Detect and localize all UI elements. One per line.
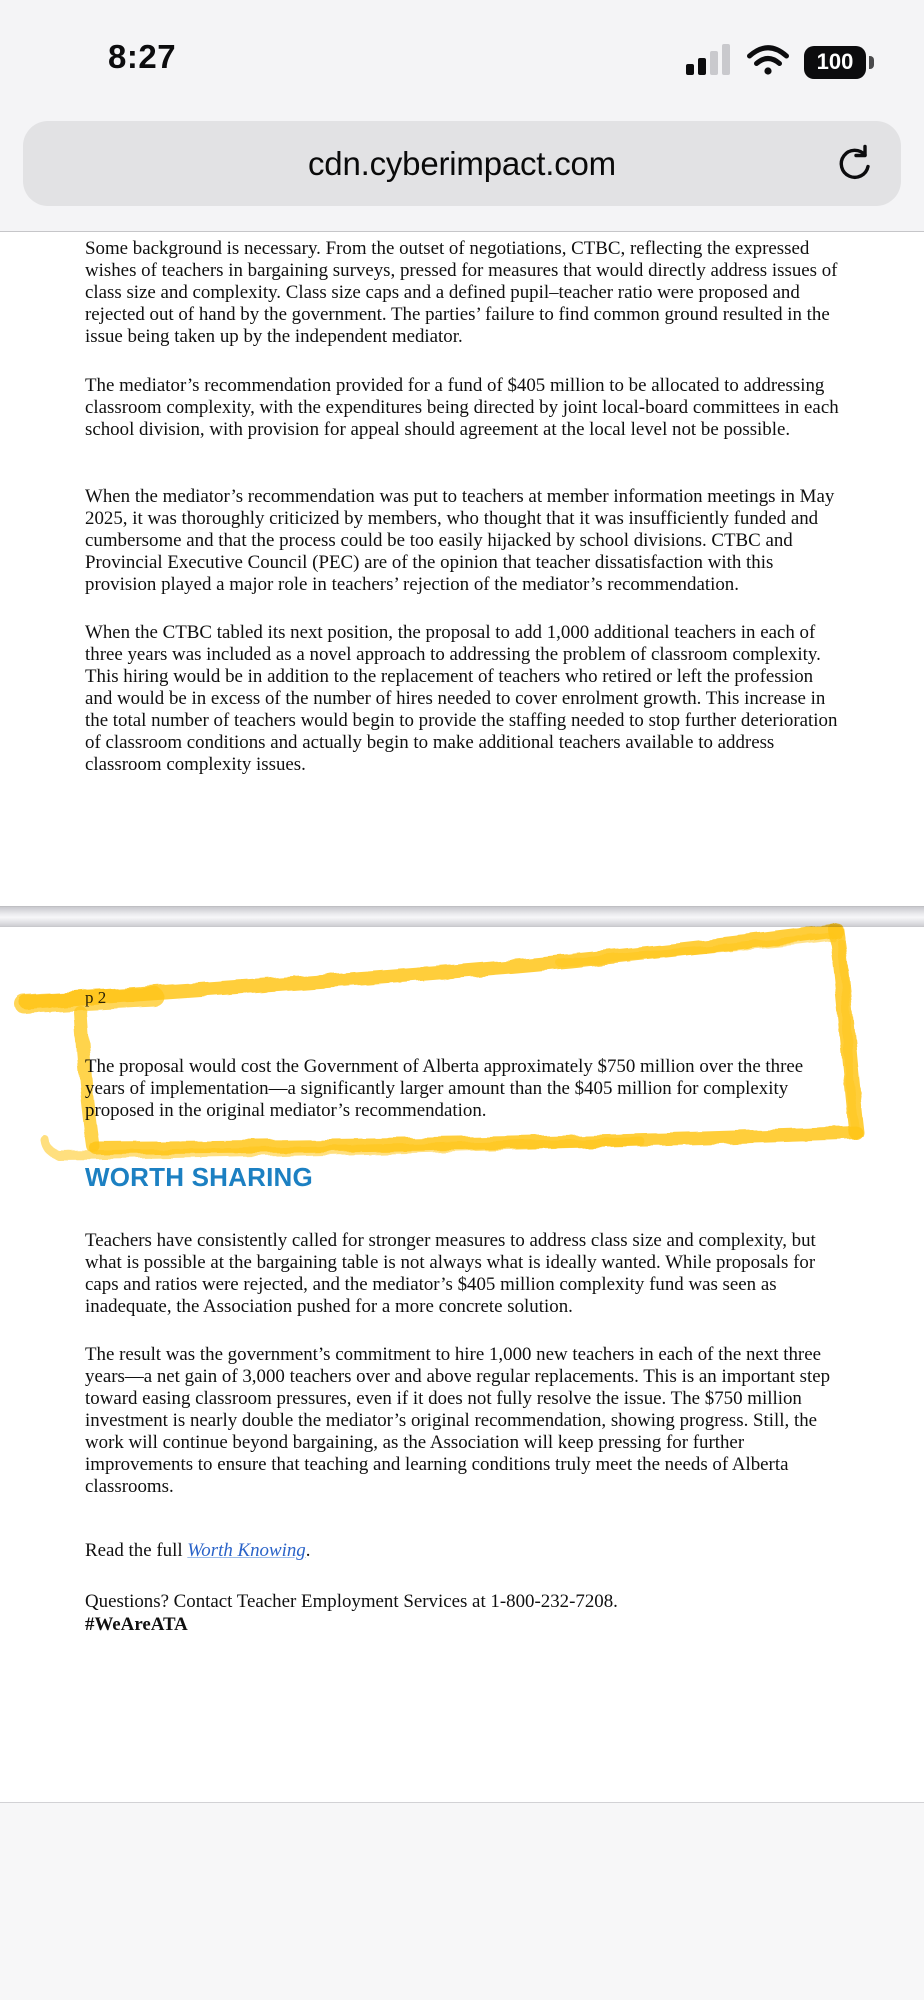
status-bar-time: 8:27: [108, 38, 177, 75]
web-page-document: [0, 233, 924, 1802]
worth-knowing-link[interactable]: Worth Knowing: [187, 1540, 306, 1561]
status-bar-icons: [686, 44, 866, 80]
paragraph-mediator-fund: The mediator’s recommendation provided for a fund of $405 million to be allocated to addressing classroom complexity, with the expenditures being directed by joint local-board committees in each school division, with provision for appeal should agreement at the local level not be possible.: [85, 375, 839, 440]
contact-line: Questions? Contact Teacher Employment Services at 1-800-232-7208.: [85, 1591, 618, 1612]
hashtag-line: #WeAreATA: [85, 1614, 188, 1635]
read-more-line: [85, 1540, 310, 1562]
read-more-suffix: .: [305, 1540, 311, 1561]
browser-chrome: [0, 0, 924, 232]
paragraph-result-commitment: The result was the government’s commitment to hire 1,000 new teachers in each of the next three years—a net gain of 3,000 teachers over and above regular replacements. This is an important step toward easing classroom pressures, even if it does not fully resolve the issue. The $750 million investment is nearly double the mediator’s original recommendation, showing progress. Still, the work will continue beyond bargaining, as the Association will keep pressing for further improvements to ensure that teaching and learning conditions truly meet the needs of Alberta classrooms.: [85, 1344, 831, 1497]
paragraph-highlighted-cost: The proposal would cost the Government of Alberta approximately $750 million over the three years of implementation—a significantly larger amount than the $405 million for complexity proposed in the original mediator’s recommendation.: [85, 1056, 804, 1121]
reload-icon[interactable]: [833, 143, 873, 185]
cellular-signal-icon: [686, 44, 732, 80]
paragraph-background: Some background is necessary. From the outset of negotiations, CTBC, reflecting the expressed wishes of teachers in bargaining surveys, pressed for measures that would directly address issues of class size and complexity. Class size caps and a defined pupil–teacher ratio were proposed and rejected out of hand by the government. The parties’ failure to find common ground resulted in the issue being taken up by the independent mediator.: [85, 238, 838, 347]
read-more-prefix: Read the full: [85, 1540, 188, 1561]
address-bar[interactable]: [23, 121, 901, 206]
paragraph-teachers-called: Teachers have consistently called for stronger measures to address class size and complexity, but what is possible at the bargaining table is not always what is ideally wanted. While proposals for caps and ratios were rejected, and the mediator’s $405 million complexity fund was seen as inadequate, the Association pushed for a more concrete solution.: [85, 1230, 816, 1317]
paragraph-member-meetings: When the mediator’s recommendation was put to teachers at member information meetings in May 2025, it was thoroughly criticized by members, who thought that it was insufficiently funded and cumbersome and that the process could be too easily hijacked by school divisions. CTBC and Provincial Executive Council (PEC) are of the opinion that teacher dissatisfaction with this provision played a major role in teachers’ rejection of the mediator’s recommendation.: [85, 486, 835, 595]
safari-bottom-toolbar: [0, 1802, 924, 2000]
contact-block: [85, 1590, 618, 1636]
battery-level: 100: [816, 49, 854, 74]
pdf-page-divider: [0, 906, 924, 927]
battery-icon: [804, 46, 866, 79]
page-number-label: p 2: [85, 988, 107, 1007]
address-bar-url: cdn.cyberimpact.com: [308, 144, 616, 182]
worth-sharing-heading: WORTH SHARING: [85, 1162, 313, 1192]
paragraph-new-position: When the CTBC tabled its next position, the proposal to add 1,000 additional teachers in each of three years was included as a novel approach to addressing the problem of classroom complexity. This hiring would be in addition to the replacement of teachers who retired or left the profession and would be in excess of the number of hires needed to cover enrolment growth. This increase in the total number of teachers would begin to provide the staffing needed to stop further deterioration of classroom conditions and actually begin to make additional teachers available to address classroom complexity issues.: [85, 622, 838, 775]
wifi-icon: [746, 44, 790, 80]
